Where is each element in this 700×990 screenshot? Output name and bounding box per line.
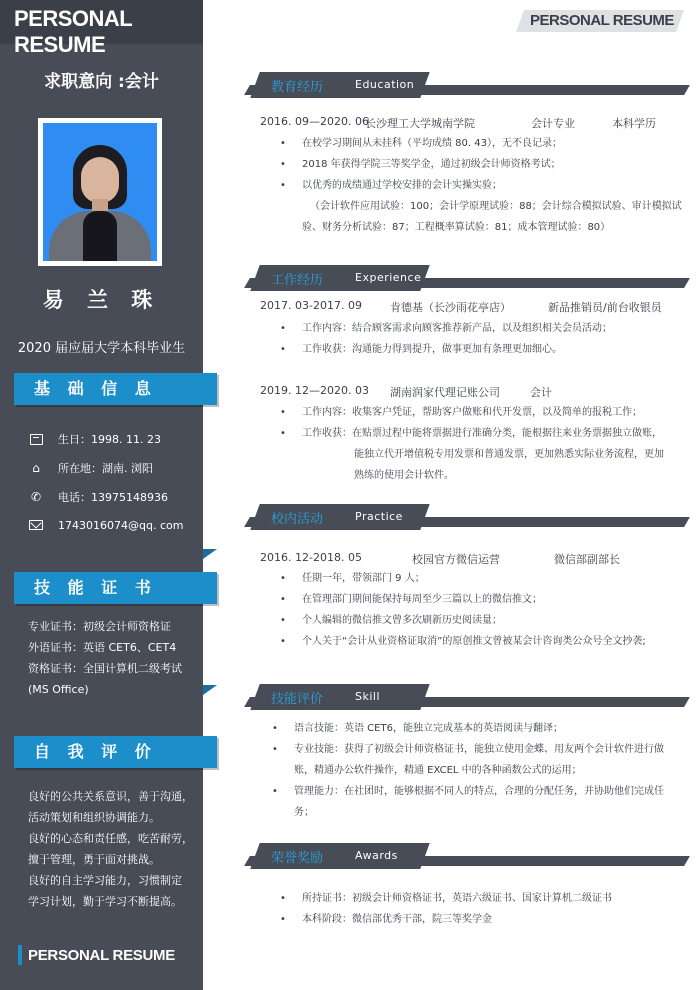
cert-line: 专业证书：初级会计师资格证 — [28, 620, 171, 633]
job-date: 2019. 12—2020. 03 — [260, 384, 369, 397]
list-item: • 在管理部门期间能保持每周至少三篇以上的微信推文； — [280, 589, 690, 610]
self-eval-line: 活动策划和组织协调能力。 — [28, 811, 160, 824]
edu-school: 长沙理工大学城南学院 — [365, 117, 475, 130]
edu-date: 2016. 09—2020. 06 — [260, 115, 369, 128]
campus-date: 2016. 12-2018. 05 — [260, 551, 362, 564]
list-item: • 以优秀的成绩通过学校安排的会计实操实验； — [280, 175, 690, 196]
list-item: • 工作收获：沟通能力得到提升，做事更加有条理更加细心。 — [280, 339, 690, 360]
list-item: 务； — [294, 807, 314, 818]
cert-line: 资格证书：全国计算机二级考试 — [28, 662, 182, 675]
self-eval-line: 学习计划，勤于学习不断提高。 — [28, 895, 182, 908]
list-item: • 工作收获：在贴票过程中能将票据进行准确分类，能根据往来业务票据独立做账， — [280, 423, 690, 444]
sidebar-footer-text: PERSONAL RESUME — [28, 946, 175, 964]
location-text: 所在地：湖南. 浏阳 — [58, 462, 153, 475]
self-eval-line: 良好的自主学习能力，习惯制定 — [28, 874, 182, 887]
awards-section-header — [247, 843, 687, 873]
section-title-en: Skill — [355, 690, 381, 703]
list-item: 验、财务分析试验：87；工程概率算试验：81；成本管理试验：80） — [302, 222, 611, 233]
banner-fold — [203, 549, 217, 559]
list-item: • 管理能力：在社团时，能够根据不同人的特点，合理的分配任务，并协助他们完成任 — [272, 781, 682, 802]
list-item: 熟练的使用会计软件。 — [354, 470, 454, 481]
section-title-cn: 教育经历 — [271, 80, 324, 95]
email-text: 1743016074@qq. com — [58, 518, 184, 532]
candidate-name: 易 兰 珠 — [42, 288, 161, 312]
campus-org: 校园官方微信运营 — [412, 553, 500, 566]
section-title-cn: 工作经历 — [271, 273, 324, 288]
certificates-list — [28, 616, 198, 700]
birth-row — [28, 431, 161, 447]
top-banner-title: PERSONAL RESUME — [530, 12, 674, 29]
list-item: （会计软件应用试验：100；会计学原理试验：88；会计综合模拟试验、审计模拟试 — [310, 201, 682, 212]
sidebar-footer — [18, 945, 175, 965]
profile-photo — [38, 118, 162, 266]
section-title-en: Education — [355, 78, 415, 91]
education-section-header — [247, 72, 687, 102]
phone-text: 电话：13975148936 — [58, 491, 168, 504]
edu-degree: 本科学历 — [612, 117, 656, 130]
section-title-cn: 校内活动 — [271, 512, 324, 527]
job1-bullets — [280, 318, 690, 360]
cert-line: 外语证书：英语 CET6、CET4 — [28, 641, 177, 654]
job-role: 会计 — [530, 386, 552, 399]
birth-text: 生日：1998. 11. 23 — [58, 433, 161, 446]
email-row — [28, 518, 183, 532]
job-date: 2017. 03-2017. 09 — [260, 299, 362, 312]
certificates-banner: 技 能 证 书 — [14, 572, 217, 604]
list-item: • 2018 年获得学院三等奖学金，通过初级会计师资格考试； — [280, 154, 690, 175]
cert-line: (MS Office) — [28, 683, 89, 696]
phone-icon: ✆ — [30, 490, 42, 504]
campus-section-header — [247, 504, 687, 534]
self-eval-banner: 自 我 评 价 — [14, 736, 217, 768]
list-item: 账，精通办公软件操作，精通 EXCEL 中的各种函数公式的运用； — [294, 765, 582, 776]
work-section-header — [247, 265, 687, 295]
self-eval-line: 擅于管理，勇于面对挑战。 — [28, 853, 160, 866]
section-title-en: Awards — [355, 849, 398, 862]
basic-info-banner: 基 础 信 息 — [14, 373, 217, 405]
campus-role: 微信部副部长 — [554, 553, 620, 566]
self-eval-line: 良好的公共关系意识，善于沟通， — [28, 790, 193, 803]
job-company: 肯德基（长沙雨花亭店） — [390, 301, 511, 314]
section-title-en: Experience — [355, 271, 422, 284]
sidebar-header-title: PERSONAL RESUME — [14, 6, 132, 57]
list-item: • 本科阶段：微信部优秀干部，院三等奖学金 — [280, 909, 690, 930]
sidebar-header — [0, 0, 203, 57]
job-role: 新品推销员/前台收银员 — [548, 301, 662, 314]
list-item: • 个人编辑的微信推文曾多次刷新历史阅读量； — [280, 610, 690, 631]
education-bullets — [280, 133, 690, 238]
banner-fold — [203, 685, 217, 695]
campus-bullets — [280, 568, 690, 652]
list-item: • 任期一年，带领部门 9 人； — [280, 568, 690, 589]
list-item: • 专业技能：获得了初级会计师资格证书，能独立使用金蝶、用友两个会计软件进行做 — [272, 739, 682, 760]
graduation-info: 2020 届应届大学本科毕业生 — [17, 341, 186, 356]
skill-bullets — [272, 718, 682, 823]
list-item: • 工作内容：收集客户凭证，帮助客户做账和代开发票，以及简单的报税工作； — [280, 402, 690, 423]
list-item: • 语言技能：英语 CET6，能独立完成基本的英语阅读与翻译； — [272, 718, 682, 739]
phone-row — [28, 489, 168, 505]
job-objective: 求职意向 :会计 — [44, 72, 159, 92]
awards-bullets — [280, 888, 690, 930]
section-title-en: Practice — [355, 510, 403, 523]
job2-bullets — [280, 402, 690, 486]
list-item: 能独立代开增值税专用发票和普通发票，更加熟悉实际业务流程，更加 — [354, 449, 664, 460]
job-company: 湖南润家代理记账公司 — [390, 386, 500, 399]
edu-major: 会计专业 — [531, 117, 575, 130]
location-row — [28, 460, 153, 476]
section-title-cn: 技能评价 — [271, 692, 324, 707]
section-title-cn: 荣誉奖励 — [271, 851, 324, 866]
self-eval-text — [28, 786, 198, 912]
list-item: • 个人关于“会计从业资格证取消”的原创推文曾被某会计咨询类公众号全文抄袭; — [280, 631, 690, 652]
home-icon: ⌂ — [32, 461, 40, 475]
sidebar — [0, 0, 203, 990]
mail-icon — [28, 518, 44, 532]
calendar-icon — [28, 432, 44, 446]
list-item: • 所持证书：初级会计师资格证书，英语六级证书、国家计算机二级证书 — [280, 888, 690, 909]
self-eval-line: 良好的心态和责任感，吃苦耐劳， — [28, 832, 193, 845]
skill-section-header — [247, 684, 687, 714]
list-item: • 工作内容：结合顾客需求向顾客推荐新产品，以及组织相关会员活动； — [280, 318, 690, 339]
list-item: • 在校学习期间从未挂科（平均成绩 80. 43），无不良记录； — [280, 133, 690, 154]
